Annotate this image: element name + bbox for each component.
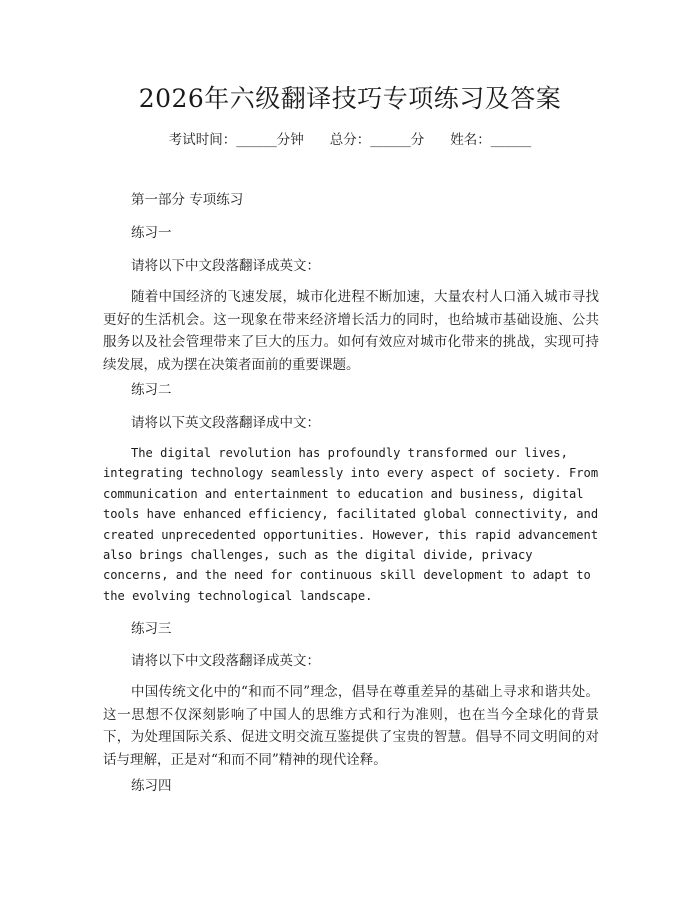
exercise-2-passage: The digital revolution has profoundly transformed our lives, integrating technology seamlessly into every aspect of society. From communication and entertainment to education and business, digital tools have enhanced efficiency, facilitated global connectivity, and created unprecedented opportunities. However, this rapid advancement also brings challenges, such as the digital divide, privacy concerns, and the need for continuous skill development to adapt to the evolving technological landscape. xyxy=(103,446,599,603)
exercise-3-passage: 中国传统文化中的“和而不同”理念，倡导在尊重差异的基础上寻求和谐共处。这一思想不仅深刻影响了中国人的思维方式和行为准则，也在当今全球化的背景下，为处理国际关系、促进文明交流互鉴提供了宝贵的智慧。倡导不同文明间的对话与理解，正是对“和而不同”精神的现代诠释。 xyxy=(103,684,599,768)
exercise-3-instruction: 请将以下中文段落翻译成英文： xyxy=(131,653,320,669)
document-title: 2026年六级翻译技巧专项练习及答案 xyxy=(138,84,562,113)
exercise-2-title: 练习二 xyxy=(131,382,172,398)
student-name-label: 姓名：______ xyxy=(450,132,532,148)
exercise-3-title: 练习三 xyxy=(131,621,172,637)
exam-meta xyxy=(0,130,700,150)
exercise-1-instruction: 请将以下中文段落翻译成英文： xyxy=(131,258,320,274)
section-title: 第一部分 专项练习 xyxy=(131,192,244,208)
exercise-1-title: 练习一 xyxy=(131,225,172,241)
exercise-1-passage: 随着中国经济的飞速发展，城市化进程不断加速，大量农村人口涌入城市寻找更好的生活机会。这一现象在带来经济增长活力的同时，也给城市基础设施、公共服务以及社会管理带来了巨大的压力。如何有效应对城市化带来的挑战，实现可持续发展，成为摆在决策者面前的重要课题。 xyxy=(103,289,599,373)
exercise-2-instruction: 请将以下英文段落翻译成中文： xyxy=(131,415,320,431)
total-score-label: 总分：______分 xyxy=(329,132,425,148)
exercise-4-title: 练习四 xyxy=(131,778,172,794)
exam-time-label: 考试时间：______分钟 xyxy=(168,132,304,148)
